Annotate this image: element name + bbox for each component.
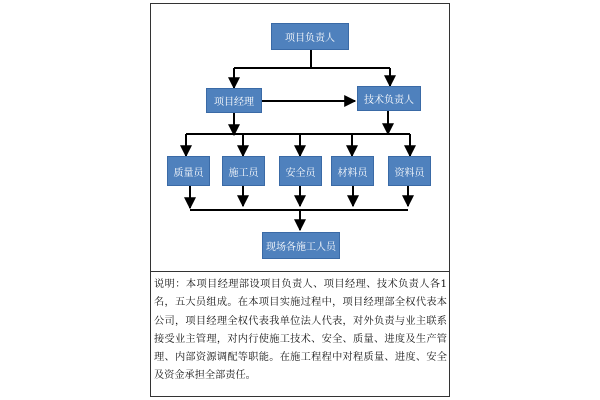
explanation-note: 说明：本项目经理部设项目负责人、项目经理、技术负责人各1名，五大员组成。在本项目实施过程中，项目经理部全权代表本公司，项目经理全权代表我单位法人代表，对外负责与业主联系接受业主管理，对内行使施工技术、安全、质量、进度及生产管理、内部资源调配等职能。在施工程程中对程质量、进度、安全及资金承担全部责任。 bbox=[154, 279, 447, 382]
box-safety-officer: 安全员 bbox=[279, 156, 322, 186]
box-quality-officer: 质量员 bbox=[167, 156, 210, 186]
box-document-officer: 资料员 bbox=[388, 156, 431, 186]
box-technical-director: 技术负责人 bbox=[357, 86, 421, 111]
box-construction-officer: 施工员 bbox=[222, 156, 265, 186]
box-material-officer: 材料员 bbox=[331, 156, 374, 186]
box-project-director: 项目负责人 bbox=[271, 23, 349, 50]
box-site-workers: 现场各施工人员 bbox=[262, 232, 340, 259]
box-project-manager: 项目经理 bbox=[206, 88, 262, 113]
